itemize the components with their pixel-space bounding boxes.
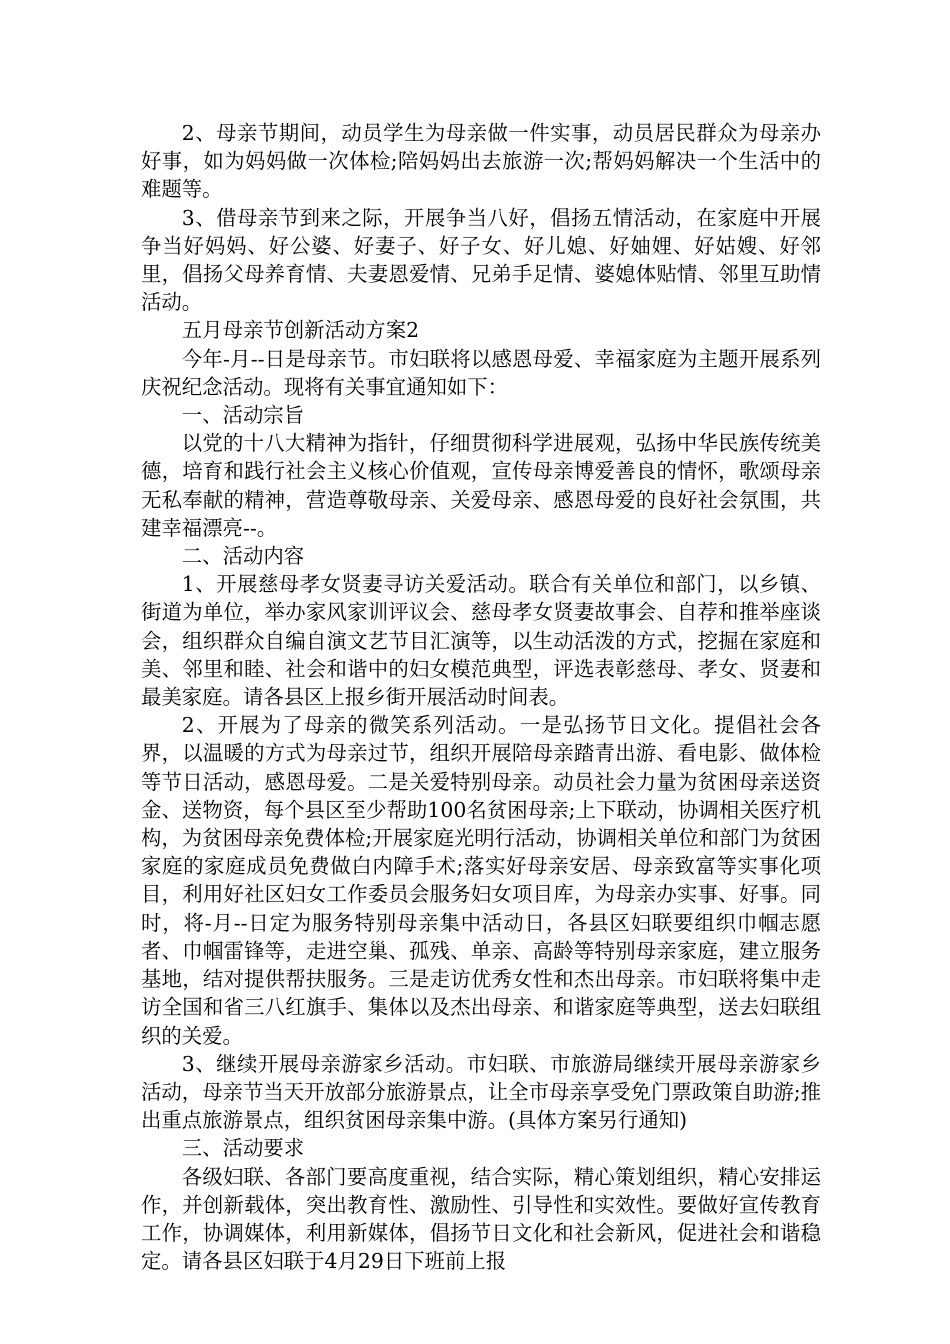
- document-body: [141, 119, 821, 1275]
- paragraph-activity-purpose: 以党的十八大精神为指针，仔细贯彻科学进展观，弘扬中华民族传统美德，培育和践行社会主义核心价值观，宣传母亲博爱善良的情怀，歌颂母亲无私奉献的精神，营造尊敬母亲、关爱母亲、感恩母爱的良好社会氛围，共建幸福漂亮--。: [141, 431, 821, 540]
- paragraph-activity-requirements: 各级妇联、各部门要高度重视，结合实际，精心策划组织，精心安排运作，并创新载体，突出教育性、激励性、引导性和实效性。要做好宣传教育工作，协调媒体，利用新媒体，倡扬节日文化和社会新风，促进社会和谐稳定。请各县区妇联于4月29日下班前上报: [141, 1164, 821, 1274]
- paragraph-content-item-1: 1、开展慈母孝女贤妻寻访关爱活动。联合有关单位和部门，以乡镇、街道为单位，举办家风家训评议会、慈母孝女贤妻故事会、自荐和推举座谈会，组织群众自编自演文艺节目汇演等，以生动活泼的方式，挖掘在家庭和美、邻里和睦、社会和谐中的妇女模范典型，评选表彰慈母、孝女、贤妻和最美家庭。请各县区上报乡街开展活动时间表。: [141, 572, 821, 710]
- heading-activity-requirements: 三、活动要求: [181, 1136, 305, 1161]
- section-title-plan-2: 五月母亲节创新活动方案2: [181, 318, 420, 343]
- heading-activity-content: 二、活动内容: [181, 544, 305, 569]
- heading-activity-purpose: 一、活动宗旨: [181, 403, 305, 428]
- paragraph-eight-goods-activity: 3、借母亲节到来之际，开展争当八好，倡扬五情活动，在家庭中开展争当好妈妈、好公婆、好妻子、好子女、好儿媳、好妯娌、好姑嫂、好邻里，倡扬父母养育情、夫妻恩爱情、兄弟手足情、婆媳体贴情、邻里互助情活动。: [141, 205, 821, 315]
- paragraph-content-item-2: 2、开展为了母亲的微笑系列活动。一是弘扬节日文化。提倡社会各界，以温暖的方式为母亲过节，组织开展陪母亲踏青出游、看电影、做体检等节日活动，感恩母爱。二是关爱特别母亲。动员社会力量为贫困母亲送资金、送物资，每个县区至少帮助100名贫困母亲;上下联动，协调相关医疗机构，为贫困母亲免费体检;开展家庭光明行活动，协调相关单位和部门为贫困家庭的家庭成员免费做白内障手术;落实好母亲安居、母亲致富等实事化项目，利用好社区妇女工作委员会服务妇女项目库，为母亲办实事、好事。同时，将-月--日定为服务特别母亲集中活动日，各县区妇联要组织巾帼志愿者、巾帼雷锋等，走进空巢、孤残、单亲、高龄等特别母亲家庭，建立服务基地，结对提供帮扶服务。三是走访优秀女性和杰出母亲。市妇联将集中走访全国和省三八红旗手、集体以及杰出母亲、和谐家庭等典型，送去妇联组织的关爱。: [141, 713, 821, 1048]
- paragraph-content-item-3: 3、继续开展母亲游家乡活动。市妇联、市旅游局继续开展母亲游家乡活动，母亲节当天开放部分旅游景点，让全市母亲享受免门票政策自助游;推出重点旅游景点，组织贫困母亲集中游。(具体方案另行通知): [141, 1051, 821, 1133]
- paragraph-notice-intro: 今年-月--日是母亲节。市妇联将以感恩母爱、幸福家庭为主题开展系列庆祝纪念活动。现将有关事宜通知如下：: [141, 346, 821, 399]
- paragraph-mothers-day-deeds: 2、母亲节期间，动员学生为母亲做一件实事，动员居民群众为母亲办好事，如为妈妈做一次体检;陪妈妈出去旅游一次;帮妈妈解决一个生活中的难题等。: [141, 121, 821, 202]
